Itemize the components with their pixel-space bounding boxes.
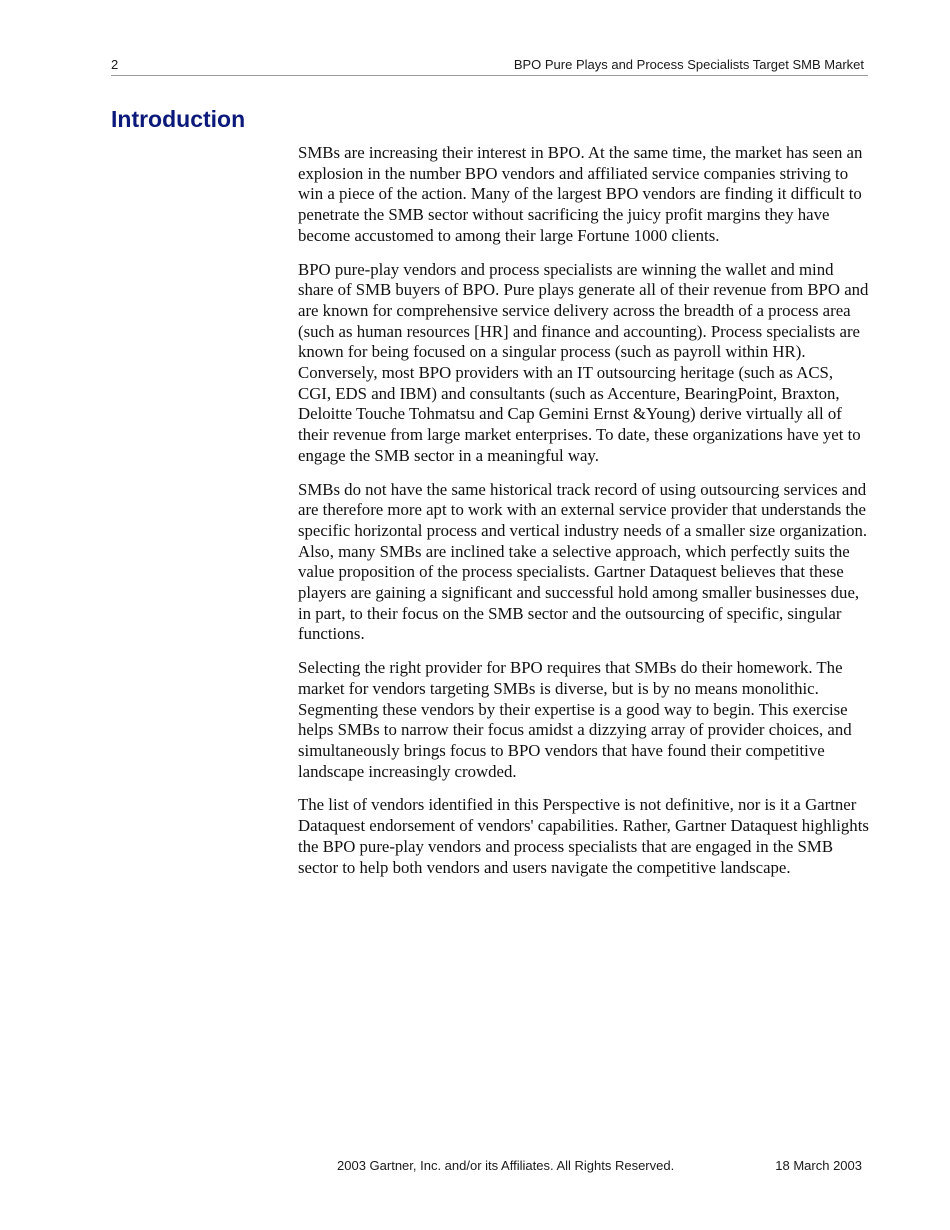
page-number: 2 [111,57,119,72]
footer-copyright: 2003 Gartner, Inc. and/or its Affiliates. All Rights Reserved. [337,1158,675,1173]
running-title: BPO Pure Plays and Process Specialists Target SMB Market [513,57,864,72]
body-text [298,143,870,891]
paragraph: The list of vendors identified in this Perspective is not definitive, nor is it a Gartner Dataquest endorsement of vendors' capabilities. Rather, Gartner Dataquest highlights the BPO pure-play vendors and process specialists that are engaged in the SMB sector to help both vendors and users navigate the competitive landscape. [298,795,869,877]
paragraph: BPO pure-play vendors and process specialists are winning the wallet and mind share of SMB buyers of BPO. Pure plays generate all of their revenue from BPO and are known for comprehensive service delivery across the breadth of a process area (such as human resources [HR] and finance and accounting). Process specialists are known for being focused on a singular process (such as payroll within HR). Conversely, most BPO providers with an IT outsourcing heritage (such as ACS, CGI, EDS and IBM) and consultants (such as Accenture, BearingPoint, Braxton, Deloitte Touche Tohmatsu and Cap Gemini Ernst &Young) derive virtually all of their revenue from large market enterprises. To date, these organizations have yet to engage the SMB sector in a meaningful way. [298,259,869,465]
footer-date: 18 March 2003 [775,1158,862,1173]
paragraph: Selecting the right provider for BPO requires that SMBs do their homework. The market for vendors targeting SMBs is diverse, but is by no means monolithic. Segmenting these vendors by their expertise is a good way to begin. This exercise helps SMBs to narrow their focus amidst a dizzying array of provider choices, and simultaneously brings focus to BPO vendors that have found their competitive landscape increasingly crowded. [298,658,852,781]
paragraph: SMBs are increasing their interest in BPO. At the same time, the market has seen an explosion in the number BPO vendors and affiliated service companies striving to win a piece of the action. Many of the largest BPO vendors are finding it difficult to penetrate the SMB sector without sacrificing the juicy profit margins they have become accustomed to among their large Fortune 1000 clients. [298,143,863,245]
running-header [111,57,868,76]
paragraph: SMBs do not have the same historical track record of using outsourcing services and are therefore more apt to work with an external service provider that understands the specific horizontal process and vertical industry needs of a smaller size organization. Also, many SMBs are inclined take a selective approach, which perfectly suits the value proposition of the process specialists. Gartner Dataquest believes that these players are gaining a significant and successful hold among smaller businesses due, in part, to their focus on the SMB sector and the outsourcing of specific, singular functions. [298,479,868,644]
section-heading: Introduction [111,106,246,132]
